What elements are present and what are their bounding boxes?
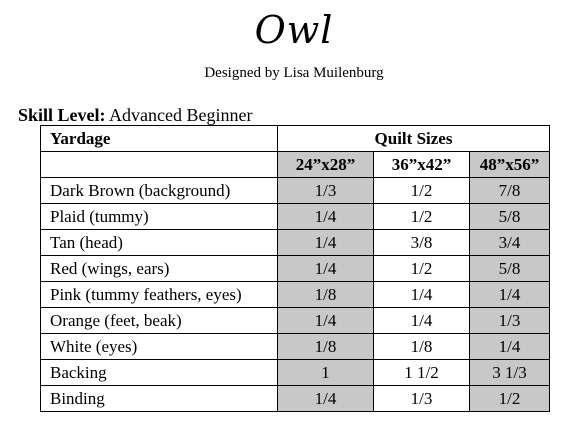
table-row xyxy=(41,256,550,282)
fabric-name: Binding xyxy=(41,386,278,412)
table-row xyxy=(41,360,550,386)
table-row xyxy=(41,334,550,360)
table-row xyxy=(41,230,550,256)
table-row xyxy=(41,204,550,230)
skill-level-label: Skill Level: xyxy=(18,105,106,125)
yardage-medium: 1/2 xyxy=(374,204,470,230)
yardage-small: 1/4 xyxy=(278,256,374,282)
skill-level xyxy=(18,104,252,126)
skill-level-value: Advanced Beginner xyxy=(105,105,253,125)
yardage-small: 1/8 xyxy=(278,282,374,308)
yardage-small: 1 xyxy=(278,360,374,386)
yardage-large: 5/8 xyxy=(470,204,550,230)
yardage-small: 1/3 xyxy=(278,178,374,204)
yardage-small: 1/4 xyxy=(278,230,374,256)
fabric-name: Dark Brown (background) xyxy=(41,178,278,204)
yardage-medium: 1/2 xyxy=(374,178,470,204)
yardage-large: 3/4 xyxy=(470,230,550,256)
yardage-medium: 1/8 xyxy=(374,334,470,360)
fabric-name: White (eyes) xyxy=(41,334,278,360)
page-title: Owl xyxy=(254,8,334,52)
yardage-medium: 3/8 xyxy=(374,230,470,256)
yardage-table xyxy=(40,125,550,412)
yardage-large: 1/3 xyxy=(470,308,550,334)
yardage-large: 5/8 xyxy=(470,256,550,282)
yardage-small: 1/4 xyxy=(278,204,374,230)
yardage-small: 1/4 xyxy=(278,386,374,412)
table-header-row xyxy=(41,126,550,152)
size-header-small: 24”x28” xyxy=(278,152,374,178)
quilt-sizes-header: Quilt Sizes xyxy=(278,126,550,152)
fabric-name: Tan (head) xyxy=(41,230,278,256)
blank-header-cell xyxy=(41,152,278,178)
yardage-small: 1/8 xyxy=(278,334,374,360)
size-header-row xyxy=(41,152,550,178)
yardage-header: Yardage xyxy=(41,126,278,152)
table-row xyxy=(41,308,550,334)
yardage-medium: 1/4 xyxy=(374,308,470,334)
size-header-large: 48”x56” xyxy=(470,152,550,178)
yardage-medium: 1/3 xyxy=(374,386,470,412)
yardage-medium: 1/2 xyxy=(374,256,470,282)
yardage-large: 1/2 xyxy=(470,386,550,412)
table-row xyxy=(41,178,550,204)
fabric-name: Pink (tummy feathers, eyes) xyxy=(41,282,278,308)
yardage-small: 1/4 xyxy=(278,308,374,334)
table-row xyxy=(41,282,550,308)
fabric-name: Plaid (tummy) xyxy=(41,204,278,230)
yardage-large: 3 1/3 xyxy=(470,360,550,386)
fabric-name: Backing xyxy=(41,360,278,386)
yardage-large: 1/4 xyxy=(470,282,550,308)
yardage-medium: 1/4 xyxy=(374,282,470,308)
fabric-name: Orange (feet, beak) xyxy=(41,308,278,334)
designer-byline: Designed by Lisa Muilenburg xyxy=(204,65,384,81)
fabric-name: Red (wings, ears) xyxy=(41,256,278,282)
table-row xyxy=(41,386,550,412)
yardage-large: 7/8 xyxy=(470,178,550,204)
size-header-medium: 36”x42” xyxy=(374,152,470,178)
yardage-medium: 1 1/2 xyxy=(374,360,470,386)
yardage-large: 1/4 xyxy=(470,334,550,360)
